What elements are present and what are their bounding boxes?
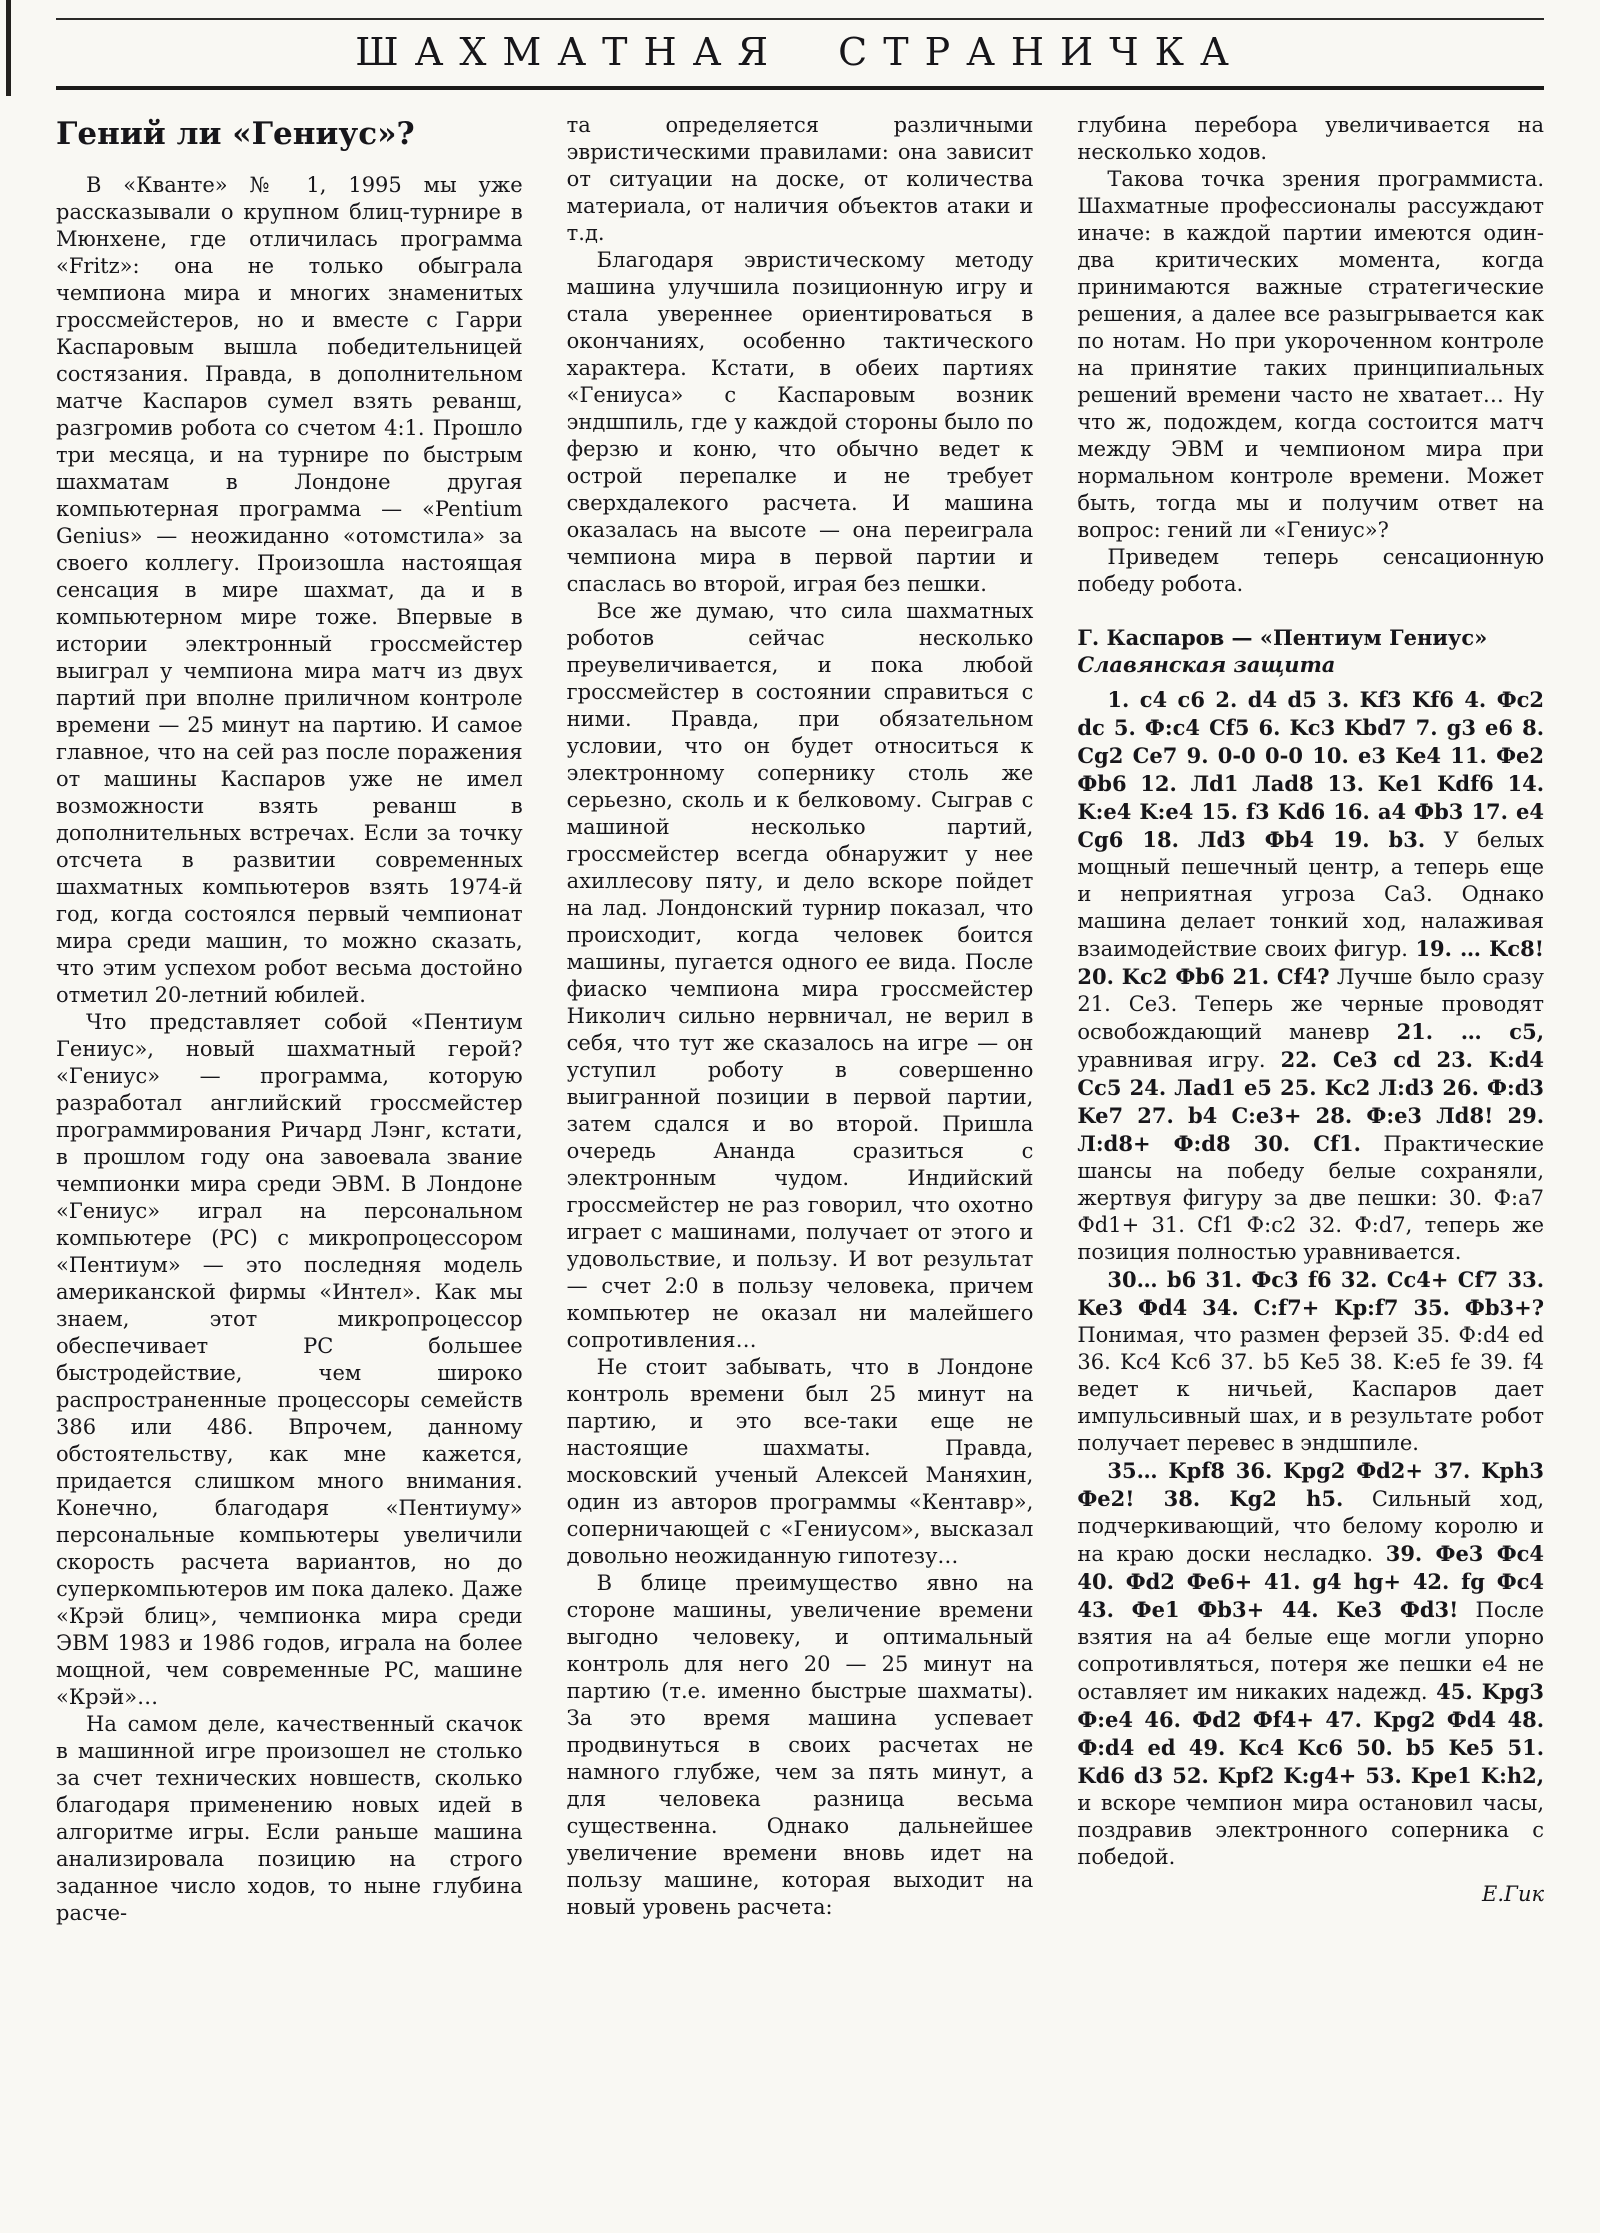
body-text: Такова точка зрения программиста. Шахматные профессионалы рассуждают иначе: в каждой партии имеются один-два критических момента, когда принимаются важные стратегические решения, а далее все разыгрывается как по нотам. Но при укороченном контроле на принятие таких принципиальных решений времени часто не хватает… Ну что ж, подождем, когда состоится матч между ЭВМ и чемпионом мира при нормальном контроле времени. Может быть, тогда мы и получим ответ на вопрос: гений ли «Гениус»? <box>1077 167 1545 542</box>
paragraph <box>1077 1266 1544 1457</box>
paragraph <box>567 1570 1034 1921</box>
body-text: Лучше было сразу 21. Ce3. Теперь же черные проводят освобождающий маневр <box>1077 965 1545 1044</box>
header-top-rule <box>56 18 1544 20</box>
column-3-intro-text <box>1077 112 1544 598</box>
body-text: В блице преимущество явно на стороне машины, увеличение времени выгодно человеку, и оптимальный контроль для него 20 — 25 минут на партию (т.е. именно быстрые шахматы). За это время машина успевает продвинуться в своих расчетах не намного глубже, чем за пять минут, а для человека разница весьма существенна. Однако дальнейшее увеличение времени вновь идет на пользу машине, которая выходит на новый уровень расчета: <box>566 1571 1034 1919</box>
body-text: и вскоре чемпион мира остановил часы, поздравив электронного соперника с победой. <box>1077 1791 1545 1869</box>
paragraph <box>56 1009 523 1711</box>
paragraph <box>1077 112 1544 166</box>
chess-moves-text: 1. c4 c6 2. d4 d5 3. Kf3 Kf6 4. Фc2 dc 5. Ф:c4 Cf5 6. Kc3 Kbd7 7. g3 e6 8. Cg2 Ce7 9. 0-0 0-0 10. e3 Ke4 11. Фe2 Фb6 12. Лd1 Лad8 13. Ke1 Kdf6 14. K:e4 K:e4 15. f3 Kd6 16. a4 Фb3 17. e4 Cg6 18. Лd3 Фb4 19. b3. <box>1077 687 1545 852</box>
body-text: глубина перебора увеличивается на несколько ходов. <box>1077 113 1545 164</box>
paragraph <box>1077 1457 1544 1871</box>
game-opening: Славянская защита <box>1077 652 1336 677</box>
body-text: В «Кванте» № 1, 1995 мы уже рассказывали о крупном блиц-турнире в Мюнхене, где отличилась программа «Fritz»: она не только обыграла чемпиона мира и многих знаменитых гроссмейстеров, но и вместе с Гарри Каспаровым вышла победительницей состязания. Правда, в дополнительном матче Каспаров сумел взять реванш, разгромив робота со счетом 4:1. Прошло три месяца, и на турнире по быстрым шахматам в Лондоне другая компьютерная программа — «Pentium Genius» — неожиданно «отомстила» за своего коллегу. Произошла настоящая сенсация в мире шахмат, да и в компьютерном мире тоже. Впервые в истории электронный гроссмейстер выиграл у чемпиона мира матч из двух партий при вполне приличном контроле времени — 25 минут на партию. И самое главное, что на сей раз после поражения от машины Каспаров уже не имел возможности взять реванш в дополнительных встречах. Если за точку отсчета в развитии современных шахматных компьютеров взять 1974-й год, когда состоялся первый чемпионат мира среди машин, то можно сказать, что этим успехом робот весьма достойно отметил 20-летний юбилей. <box>56 173 523 1007</box>
column-3 <box>1077 112 1544 1927</box>
paragraph <box>567 112 1034 247</box>
body-text: Сильный ход, подчеркивающий, что белому королю и на краю доски несладко. <box>1077 1487 1545 1566</box>
body-text: Благодаря эвристическому методу машина улучшила позиционную игру и стала увереннее ориентироваться в окончаниях, особенно тактического характера. Кстати, в обеих партиях «Гениуса» с Каспаровым возник эндшпиль, где у каждой стороны было по ферзю и коню, что обычно ведет к острой перепалке и не требует сверхдалекого расчета. И машина оказалась на высоте — она переиграла чемпиона мира в первой партии и спаслась во второй, играя без пешки. <box>566 248 1034 596</box>
game-players: Г. Каспаров — «Пентиум Гениус» <box>1077 625 1488 650</box>
scan-edge-artifact <box>6 0 11 96</box>
body-text: У белых мощный пешечный центр, а теперь еще и неприятная угроза Ca3. Однако машина делает тонкий ход, налаживая взаимодействие своих фигур. <box>1077 828 1545 961</box>
body-text: На самом деле, качественный скачок в машинной игре произошел не столько за счет технических новшеств, сколько благодаря применению новых идей в алгоритме игры. Если раньше машина анализировала позицию на строго заданное число ходов, то ныне глубина расче- <box>56 1712 523 1925</box>
page-header-title: ШАХМАТНАЯ СТРАНИЧКА <box>355 30 1245 74</box>
body-text: Понимая, что размен ферзей 35. Ф:d4 ed 36. Kc4 Kc6 37. b5 Ke5 38. K:e5 fe 39. f4 ведет к ничьей, Каспаров дает импульсивный шах, и в результате робот получает перевес в эндшпиле. <box>1077 1323 1545 1455</box>
paragraph <box>56 1711 523 1927</box>
chess-moves-text: 22. Ce3 cd 23. K:d4 Cc5 24. Лad1 e5 25. Kc2 Л:d3 26. Ф:d3 Ke7 27. b4 C:e3+ 28. Ф:e3 Лd8! 29. Л:d8+ Ф:d8 30. Cf1. <box>1077 1047 1545 1156</box>
game-header <box>1077 624 1544 678</box>
paragraph <box>56 172 523 1009</box>
body-text: Приведем теперь сенсационную победу робота. <box>1077 545 1545 596</box>
paragraph <box>567 1354 1034 1570</box>
column-2 <box>567 112 1034 1927</box>
column-2-text <box>567 112 1034 1921</box>
chess-moves-text: 19. … Kc8! 20. Kc2 Фb6 21. Cf4? <box>1077 936 1545 989</box>
article-columns <box>0 90 1600 1927</box>
column-1-text <box>56 172 523 1927</box>
chess-moves-text: 39. Фe3 Фc4 40. Фd2 Фe6+ 41. g4 hg+ 42. fg Фc4 43. Фe1 Фb3+ 44. Ke3 Фd3! <box>1077 1541 1545 1622</box>
chess-moves-text: 35… Kpf8 36. Kpg2 Фd2+ 37. Kph3 Фe2! 38. Kg2 h5. <box>1077 1458 1545 1511</box>
chess-moves-text: 45. Kpg3 Ф:e4 46. Фd2 Фf4+ 47. Kpg2 Фd4 48. Ф:d4 ed 49. Kc4 Kc6 50. b5 Ke5 51. Kd6 d3 52. Kpf2 K:g4+ 53. Kpe1 K:h2, <box>1077 1679 1545 1788</box>
page-header <box>0 0 1600 90</box>
body-text: Все же думаю, что сила шахматных роботов сейчас несколько преувеличивается, и пока любой гроссмейстер в состоянии справиться с ними. Правда, при обязательном условии, что он будет относиться к электронному сопернику столь же серьезно, сколь и к белковому. Сыграв с машиной несколько партий, гроссмейстер всегда обнаружит у нее ахиллесову пяту, и дело вскоре пойдет на лад. Лондонский турнир показал, что происходит, когда человек боится машины, пугается одного ее вида. После фиаско чемпиона мира гроссмейстер Николич сильно нервничал, не верил в себя, что тут же сказалось на игре — он уступил роботу в совершенно выигранной позиции в первой партии, затем сдался и во второй. Пришла очередь Ананда сразиться с электронным чудом. Индийский гроссмейстер не раз говорил, что охотно играет с машинами, получает от этого и удовольствие, и пользу. И вот результат — счет 2:0 в пользу человека, причем компьютер не оказал ни малейшего сопротивления… <box>566 599 1034 1352</box>
body-text: уравнивая игру. <box>1077 1048 1281 1072</box>
column-1 <box>56 112 523 1927</box>
chess-moves-text: 21. … c5, <box>1396 1019 1545 1044</box>
column-3-game-text <box>1077 686 1544 1871</box>
author-byline: Е.Гик <box>1482 1882 1545 1906</box>
body-text: Практические шансы на победу белые сохраняли, жертвуя фигуру за две пешки: 30. Ф:a7 Фd1+ 31. Cf1 Ф:c2 32. Ф:d7, теперь же позиция полностью уравнивается. <box>1077 1132 1545 1264</box>
paragraph <box>567 598 1034 1354</box>
body-text: После взятия на a4 белые еще могли упорно сопротивляться, потеря же пешки e4 не оставляет им никаких надежд. <box>1077 1598 1545 1704</box>
paragraph <box>1077 686 1544 1266</box>
body-text: Что представляет собой «Пентиум Гениус», новый шахматный герой? «Гениус» — программа, которую разработал английский гроссмейстер программирования Ричард Лэнг, кстати, в прошлом году она завоевала звание чемпионки мира среди ЭВМ. В Лондоне «Гениус» играл на персональном компьютере (PC) с микропроцессором «Пентиум» — это последняя модель американской фирмы «Интел». Как мы знаем, этот микропроцессор обеспечивает PC большее быстродействие, чем широко распространенные процессоры семейств 386 или 486. Впрочем, данному обстоятельству, как мне кажется, придается слишком много внимания. Конечно, благодаря «Пентиуму» персональные компьютеры увеличили скорость расчета вариантов, но до суперкомпьютеров им пока далеко. Даже «Крэй блиц», чемпионка мира среди ЭВМ 1983 и 1986 годов, играла на более мощной, чем современные PC, машине «Крэй»… <box>56 1010 523 1709</box>
paragraph <box>567 247 1034 598</box>
article-title: Гений ли «Гениус»? <box>56 116 415 152</box>
chess-moves-text: 30… b6 31. Фc3 f6 32. Cc4+ Cf7 33. Ke3 Фd4 34. C:f7+ Kp:f7 35. Фb3+? <box>1077 1267 1545 1320</box>
body-text: Не стоит забывать, что в Лондоне контроль времени был 25 минут на партию, и это все-таки еще не настоящие шахматы. Правда, московский ученый Алексей Маняхин, один из авторов программы «Кентавр», соперничающей с «Гениусом», высказал довольно неожиданную гипотезу… <box>566 1355 1034 1568</box>
body-text: та определяется различными эвристическими правилами: она зависит от ситуации на доске, от количества материала, от наличия объектов атаки и т.д. <box>566 113 1034 245</box>
paragraph <box>1077 544 1544 598</box>
paragraph <box>1077 166 1544 544</box>
